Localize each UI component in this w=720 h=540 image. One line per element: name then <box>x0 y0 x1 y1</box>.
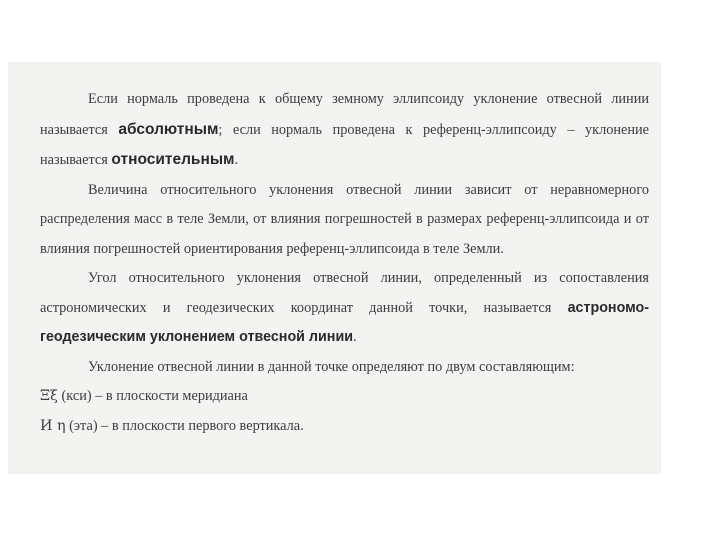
text-fragment: ; если нормаль проведена к референц-эллипсоиду – уклонение называется <box>40 121 649 168</box>
term-astro-geodetic: астрономо-геодезическим уклонением отвесной линии <box>40 299 649 345</box>
component-text: (эта) – в плоскости первого вертикала. <box>65 417 304 434</box>
text-fragment: . <box>234 152 239 168</box>
paragraph-relative-magnitude <box>40 176 649 265</box>
component-text: (кси) – в плоскости меридиана <box>57 388 248 404</box>
term-absolute: абсолютным <box>118 120 219 138</box>
paragraph-astro-geodetic <box>40 264 649 353</box>
component-xi <box>40 382 649 412</box>
paragraph-absolute-relative <box>40 85 649 176</box>
text-fragment: . <box>353 329 357 345</box>
text-fragment: Угол относительного уклонения отвесной линии, определенный из сопоставления астрономических и геодезических координат данной точки, называется <box>40 270 649 316</box>
paragraph-components-intro <box>40 353 649 383</box>
term-relative: относительным <box>111 151 235 168</box>
paragraph-text: Уклонение отвесной линии в данной точке определяют по двум составляющим: <box>88 358 575 375</box>
component-eta <box>40 412 649 442</box>
xi-symbol: Ξξ <box>40 388 58 404</box>
document-body <box>40 85 649 441</box>
eta-symbol: И η <box>40 417 66 434</box>
paragraph-text: Величина относительного уклонения отвесной линии зависит от неравномерного распределения масс в теле Земли, от влияния погрешностей в размерах референц-эллипсоида и от влияния погрешностей ориентирования референц-эллипсоида в теле Земли. <box>40 181 649 257</box>
text-fragment: Если нормаль проведена к общему земному эллипсоиду уклонение отвесной линии называется <box>40 91 649 138</box>
